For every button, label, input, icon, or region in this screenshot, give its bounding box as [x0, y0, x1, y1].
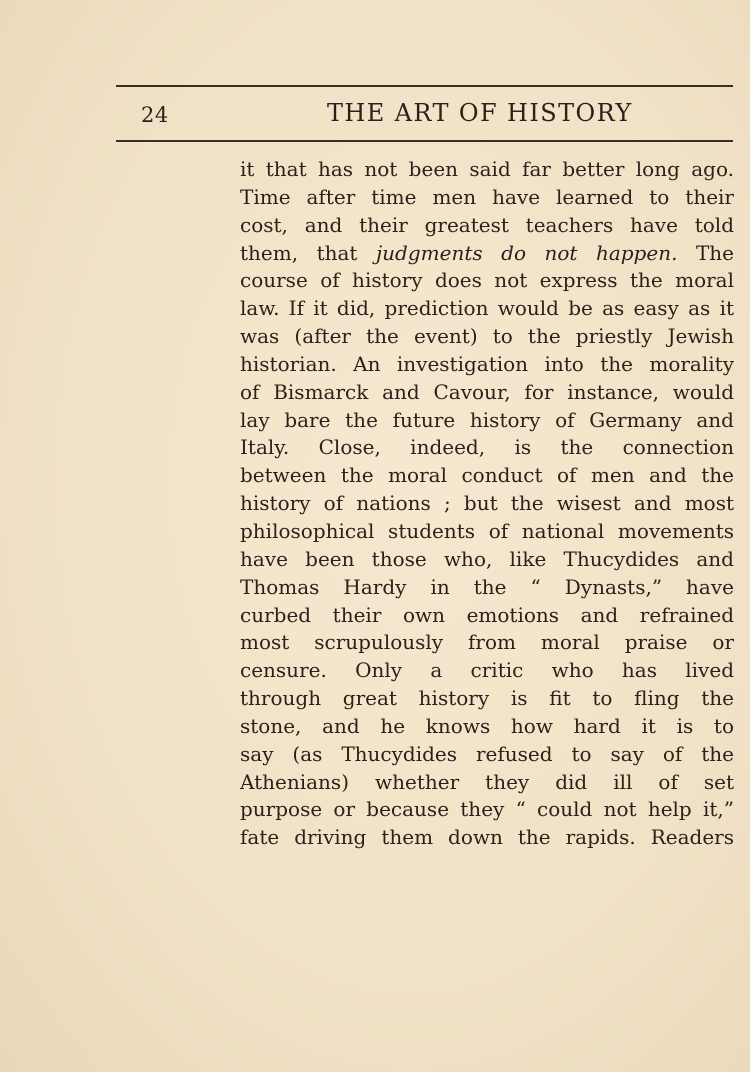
- text-segment: them, that: [240, 240, 376, 265]
- text-line: historian. An investigation into the morality: [240, 351, 734, 376]
- text-line: was (after the event) to the priestly Jewish: [240, 324, 734, 349]
- body-text: [240, 156, 734, 852]
- text-line: have been those who, like Thucydides and: [240, 546, 734, 571]
- text-line: censure. Only a critic who has lived: [240, 658, 734, 683]
- text-segment: The: [677, 240, 734, 265]
- header-rule-top: [116, 85, 733, 87]
- text-line: history of nations ; but the wisest and most: [240, 491, 734, 516]
- text-line: say (as Thucydides refused to say of the: [240, 741, 734, 766]
- text-line: between the moral conduct of men and the: [240, 463, 734, 488]
- text-line: [240, 240, 734, 268]
- italic-phrase: judgments do not happen.: [375, 240, 678, 265]
- text-line: course of history does not express the moral: [240, 268, 734, 293]
- text-line: philosophical students of national movements: [240, 518, 734, 543]
- running-head-title: THE ART OF HISTORY: [327, 99, 633, 127]
- text-line: law. If it did, prediction would be as easy as it: [240, 296, 734, 321]
- text-line: stone, and he knows how hard it is to: [240, 713, 734, 738]
- text-line: lay bare the future history of Germany and: [240, 407, 734, 432]
- text-line: purpose or because they “ could not help it,”: [240, 797, 734, 822]
- text-line: fate driving them down the rapids. Readers: [240, 825, 734, 850]
- text-line: it that has not been said far better long ago.: [240, 157, 734, 181]
- text-line: of Bismarck and Cavour, for instance, would: [240, 379, 734, 404]
- text-line: Athenians) whether they did ill of set: [240, 769, 734, 794]
- text-line: cost, and their greatest teachers have told: [240, 212, 734, 237]
- text-line: Thomas Hardy in the “ Dynasts,” have: [240, 574, 734, 599]
- text-line: Time after time men have learned to their: [240, 184, 734, 209]
- text-line: Italy. Close, indeed, is the connection: [240, 435, 734, 460]
- page-number: 24: [141, 103, 169, 127]
- text-line: most scrupulously from moral praise or: [240, 630, 734, 655]
- header-rule-bottom: [116, 140, 733, 142]
- text-line: through great history is fit to fling the: [240, 686, 734, 711]
- text-line: curbed their own emotions and refrained: [240, 602, 734, 627]
